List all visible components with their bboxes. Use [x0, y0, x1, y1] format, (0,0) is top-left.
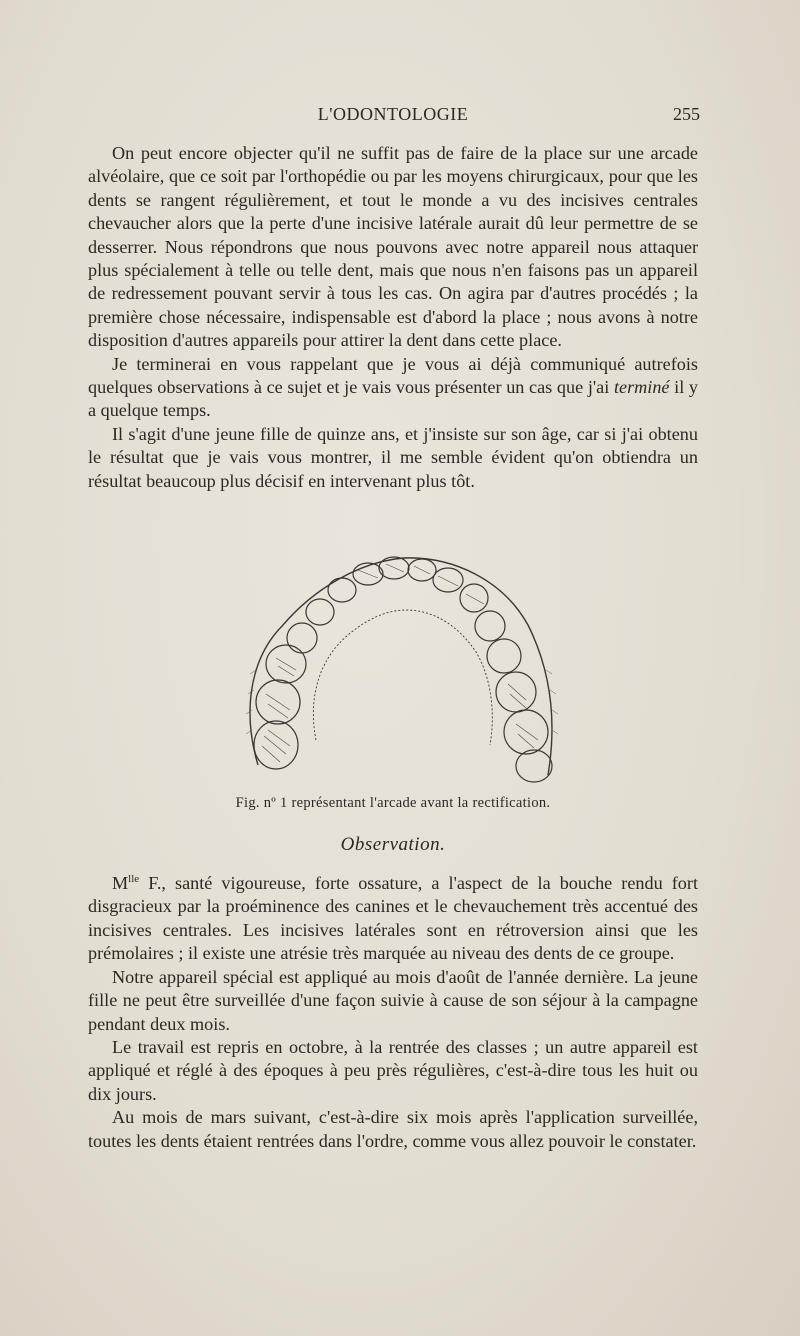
paragraph-rappel-end: il y a quelque temps.: [88, 377, 698, 421]
paragraph-patient-text: F., santé vigoureuse, forte ossature, a l'aspect de la bouche rendu fort disgracieux par la proéminence des canines et le chevauchement très accentué des incisives centrales. Les incisives latérales sont en rétroversion ainsi que les prémolaires ; il existe une atrésie très marquée au niveau des dents de ce groupe.: [88, 873, 698, 964]
paragraph-objection: On peut encore objecter qu'il ne suffit pas de faire de la place sur une arcade alvéolaire, que ce soit par l'orthopédie ou par les moyens chirurgicaux, pour que les dents se rangent régulièrement, et tout le monde a vu des incisives centrales chevaucher alors que la perte d'une incisive latérale aurait dû leur permettre de se desserrer. Nous répondrons que nous pouvons avec notre appareil nous attaquer plus spécialement à telle ou telle dent, mais que nous n'en faisons pas un appareil de redressement pouvant servir à tous les cas. On agira par d'autres procédés ; la première chose nécessaire, indispensable est d'abord la place ; nous avons à notre disposition d'autres appareils pour attirer la dent dans cette place.: [88, 143, 698, 351]
section-heading: Observation.: [340, 834, 446, 855]
paragraph-patient: [88, 868, 698, 966]
dental-arch-figure: [228, 540, 572, 790]
body-text-bottom: [88, 868, 698, 1153]
paragraph-rappel-start: Je terminerai en vous rappelant que je vous ai déjà communiqué autrefois quelques observations à ce sujet et je vais vous présenter un cas que j'ai: [88, 353, 698, 398]
paragraph-cas: Il s'agit d'une jeune fille de quinze ans, et j'insiste sur son âge, car si j'ai obtenu le résultat que je vais vous montrer, il me semble évident qu'on obtiendra un résultat beaucoup plus décisif en intervenant plus tôt.: [88, 423, 698, 491]
paragraph-rappel: [88, 353, 698, 423]
honorific-prefix: M: [112, 873, 129, 894]
body-text-top: [88, 142, 698, 493]
honorific-superscript: lle: [128, 873, 140, 885]
figure-caption: Fig. nº 1 représentant l'arcade avant la rectification.: [235, 795, 551, 811]
paragraph-appareil: Notre appareil spécial est appliqué au mois d'août de l'année dernière. La jeune fille ne peut être surveillée d'une façon suivie à cause de son séjour à la campagne pendant deux mois.: [88, 966, 698, 1034]
paragraph-travail: Le travail est repris en octobre, à la rentrée des classes ; un autre appareil est appliqué et réglé à des époques à peu près régulières, c'est-à-dire tous les huit ou dix jours.: [88, 1036, 698, 1104]
emphasis-termine: terminé: [613, 377, 670, 398]
running-title: L'ODONTOLOGIE: [317, 104, 469, 124]
page-number: 255: [673, 104, 700, 124]
paragraph-resultat: Au mois de mars suivant, c'est-à-dire six mois après l'application surveillée, toutes les dents étaient rentrées dans l'ordre, comme vous allez pouvoir le constater.: [88, 1107, 698, 1151]
dental-arch-illustration: [228, 540, 572, 790]
running-head: [88, 104, 698, 134]
